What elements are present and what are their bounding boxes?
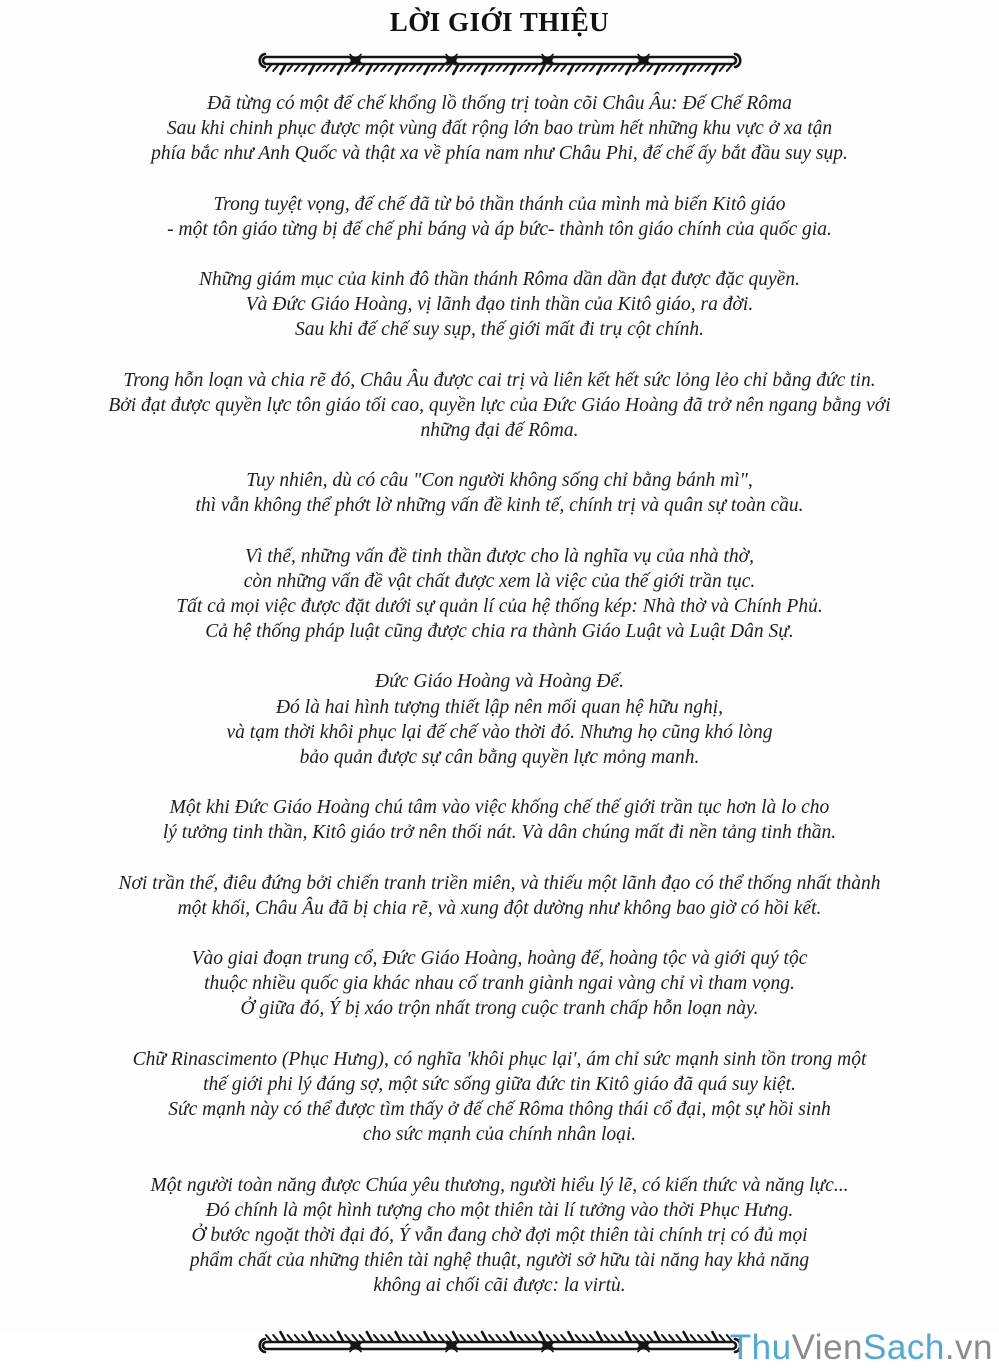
intro-paragraphs — [44, 91, 956, 1299]
paragraph — [44, 368, 956, 444]
text-line: Vì thế, những vấn đề tinh thần được cho là nghĩa vụ của nhà thờ, — [245, 545, 754, 567]
text-line: Trong hỗn loạn và chia rẽ đó, Châu Âu được cai trị và liên kết hết sức lỏng lẻo chỉ bằng đức tin. — [123, 369, 876, 391]
text-line: cho sức mạnh của chính nhân loại. — [362, 1124, 637, 1146]
text-line: Chữ Rinascimento (Phục Hưng), có nghĩa 'khôi phục lại', ám chỉ sức mạnh sinh tồn trong một — [132, 1048, 867, 1070]
paragraph — [44, 669, 956, 770]
paragraph — [44, 468, 956, 518]
text-line: Một khi Đức Giáo Hoàng chú tâm vào việc khống chế thế giới trần tục hơn là lo cho — [169, 797, 830, 819]
paragraph — [44, 795, 956, 845]
paragraph — [44, 871, 956, 921]
text-line: Ở giữa đó, Ý bị xáo trộn nhất trong cuộc tranh chấp hỗn loạn này. — [240, 998, 759, 1020]
text-line: một khối, Châu Âu đã bị chia rẽ, và xung đột dường như không bao giờ có hồi kết. — [177, 897, 822, 919]
text-line: Sau khi đế chế suy sụp, thế giới mất đi trụ cột chính. — [294, 319, 704, 341]
watermark-segment: Thu — [729, 1327, 792, 1367]
text-line: bảo quản được sự cân bằng quyền lực mỏng manh. — [299, 747, 700, 769]
text-line: Sức mạnh này có thể được tìm thấy ở đế chế Rôma thông thái cổ đại, một sự hồi sinh — [168, 1099, 831, 1121]
thuviensach-watermark — [730, 1328, 993, 1368]
top-ornament-divider — [257, 52, 743, 82]
text-line: Sau khi chinh phục được một vùng đất rộng lớn bao trùm hết những khu vực ở xa tận — [166, 118, 833, 140]
watermark-segment: .vn — [944, 1327, 993, 1367]
bottom-row — [0, 1324, 999, 1368]
paragraph — [44, 544, 956, 645]
text-line: Nơi trần thế, điêu đứng bởi chiến tranh triền miên, và thiếu một lãnh đạo có thể thống nhất thành — [118, 872, 881, 894]
bottom-ornament-divider — [257, 1324, 743, 1354]
paragraph — [44, 267, 956, 343]
text-line: và tạm thời khôi phục lại đế chế vào thời đó. Nhưng họ cũng khó lòng — [226, 721, 773, 743]
text-line: phía bắc như Anh Quốc và thật xa về phía nam như Châu Phi, đế chế ấy bắt đầu suy sụp. — [151, 143, 848, 165]
text-line: thì vẫn không thể phớt lờ những vấn đề kinh tế, chính trị và quân sự toàn cầu. — [195, 495, 804, 517]
text-line: Đó là hai hình tượng thiết lập nên mối quan hệ hữu nghị, — [275, 696, 724, 718]
text-line: Vào giai đoạn trung cổ, Đức Giáo Hoàng, hoàng đế, hoàng tộc và giới quý tộc — [191, 948, 808, 970]
text-line: thế giới phi lý đáng sợ, một sức sống giữa đức tin Kitô giáo đã quá suy kiệt. — [203, 1073, 796, 1095]
text-line: - một tôn giáo từng bị đế chế phỉ báng và áp bức- thành tôn giáo chính của quốc gia. — [167, 218, 832, 240]
paragraph — [44, 1047, 956, 1148]
text-line: không ai chối cãi được: la virtù. — [373, 1275, 626, 1297]
watermark-segment: Vien — [791, 1327, 864, 1367]
text-line: Một người toàn năng được Chúa yêu thương, người hiểu lý lẽ, có kiến thức và năng lực... — [150, 1174, 849, 1196]
text-line: Đã từng có một đế chế khổng lồ thống trị toàn cõi Châu Âu: Đế Chế Rôma — [207, 93, 792, 114]
text-line: thuộc nhiều quốc gia khác nhau cố tranh giành ngai vàng chỉ vì tham vọng. — [204, 973, 795, 995]
text-line: Trong tuyệt vọng, đế chế đã từ bỏ thần thánh của mình mà biến Kitô giáo — [213, 193, 786, 215]
watermark-segment: Sach — [863, 1327, 945, 1367]
text-line: Tất cả mọi việc được đặt dưới sự quản lí của hệ thống kép: Nhà thờ và Chính Phủ. — [176, 596, 823, 618]
text-line: Những giám mục của kinh đô thần thánh Rôma dần dần đạt được đặc quyền. — [199, 269, 800, 291]
text-line: lý tưởng tinh thần, Kitô giáo trở nên thối nát. Và dân chúng mất đi nền tảng tinh thần. — [162, 822, 837, 844]
paragraph — [44, 1173, 956, 1299]
text-line: Đó chính là một hình tượng cho một thiên tài lí tưởng vào thời Phục Hưng. — [205, 1199, 794, 1221]
paragraph — [44, 91, 956, 167]
text-line: phẩm chất của những thiên tài nghệ thuật, người sở hữu tài năng hay khả năng — [189, 1250, 810, 1272]
text-line: Bởi đạt được quyền lực tôn giáo tối cao, quyền lực của Đức Giáo Hoàng đã trở nên ngang bằng với — [108, 394, 891, 416]
text-line: Tuy nhiên, dù có câu "Con người không sống chỉ bằng bánh mì", — [246, 470, 753, 492]
text-line: những đại đế Rôma. — [420, 420, 579, 442]
text-line: Cả hệ thống pháp luật cũng được chia ra thành Giáo Luật và Luật Dân Sự. — [205, 621, 794, 643]
text-line: Ở bước ngoặt thời đại đó, Ý vẫn đang chờ đợi một thiên tài chính trị có đủ mọi — [191, 1224, 808, 1246]
paragraph — [44, 946, 956, 1022]
page-title: LỜI GIỚI THIỆU — [389, 7, 610, 37]
text-line: Và Đức Giáo Hoàng, vị lãnh đạo tinh thần của Kitô giáo, ra đời. — [245, 294, 754, 316]
text-line: còn những vấn đề vật chất được xem là việc của thế giới trần tục. — [243, 570, 756, 592]
text-line: Đức Giáo Hoàng và Hoàng Đế. — [375, 671, 624, 693]
paragraph — [44, 192, 956, 242]
